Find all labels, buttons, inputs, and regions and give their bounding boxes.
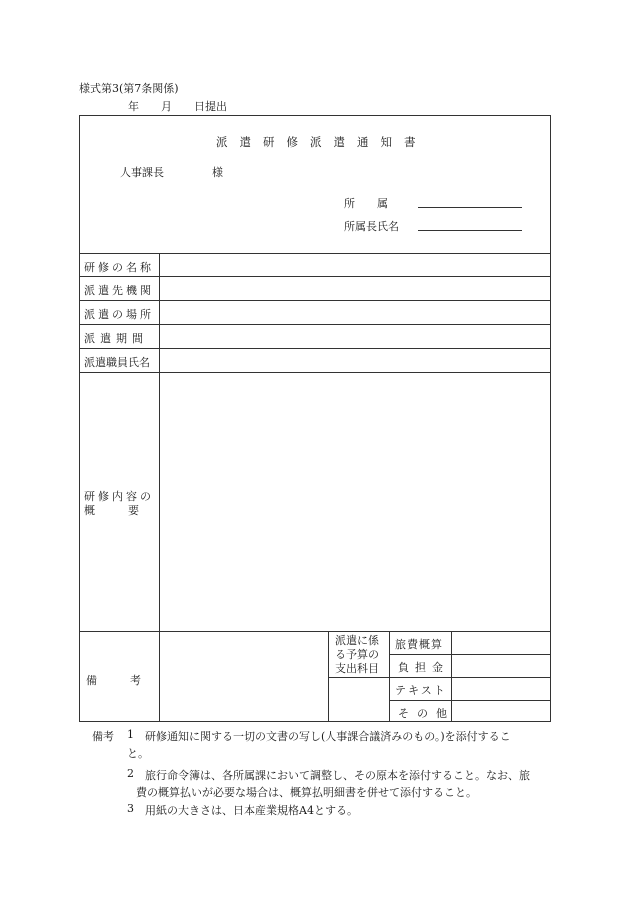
- remarks-label: 備 考: [86, 674, 141, 687]
- head-name-label: 所属長氏名: [344, 220, 399, 233]
- travel-estimate-field[interactable]: [452, 632, 549, 653]
- budget-label-line1: 派遣に係: [335, 634, 379, 647]
- note-number: 3: [127, 802, 134, 815]
- note-text: 用紙の大きさは、日本産業規格A4とする。: [145, 804, 358, 817]
- budget-account-field[interactable]: [329, 678, 388, 720]
- note-number: 1: [127, 728, 134, 741]
- summary-label-line2: 概 要: [84, 504, 139, 517]
- dispatch-period-field[interactable]: [160, 325, 549, 347]
- training-name-field[interactable]: [160, 254, 549, 275]
- budget-label-line3: 支出科目: [335, 662, 379, 675]
- submission-date-line: 年 月 日提出: [128, 100, 227, 113]
- addressee: 人事課長: [120, 166, 164, 179]
- summary-field[interactable]: [160, 373, 549, 630]
- note-number: 2: [127, 767, 134, 780]
- affiliation-field[interactable]: [418, 207, 522, 208]
- training-name-label: 研修の名称: [84, 261, 154, 274]
- dispatch-org-label: 派遣先機関: [84, 284, 154, 297]
- form-title: 派遣研修派遣通知書: [216, 135, 428, 149]
- burden-fee-field[interactable]: [452, 655, 549, 676]
- budget-label-line2: る予算の: [335, 648, 379, 661]
- notes-label: 備考: [92, 730, 114, 743]
- other-field[interactable]: [452, 701, 549, 721]
- travel-estimate-label: 旅費概算: [395, 638, 443, 651]
- textbook-label: テキスト: [395, 684, 447, 697]
- burden-fee-label: 負担金: [398, 661, 449, 674]
- affiliation-label: 所 属: [344, 197, 388, 210]
- textbook-field[interactable]: [452, 678, 549, 699]
- head-name-field[interactable]: [418, 230, 522, 231]
- note-text: 研修通知に関する一切の文書の写し(人事課合議済みのもの。)を添付するこ: [145, 730, 511, 743]
- staff-name-field[interactable]: [160, 349, 549, 371]
- dispatch-place-field[interactable]: [160, 301, 549, 323]
- dispatch-place-label: 派遣の場所: [84, 308, 154, 321]
- notification-form: [79, 115, 551, 722]
- dispatch-period-label: 派遣期間: [84, 332, 148, 345]
- remarks-field[interactable]: [160, 632, 327, 721]
- divider: [389, 631, 390, 721]
- note-text-continued: と。: [127, 747, 149, 760]
- other-label: その他: [398, 707, 455, 720]
- note-text: 旅行命令簿は、各所属課において調整し、その原本を添付すること。なお、旅: [145, 769, 530, 782]
- summary-label-line1: 研修内容の: [84, 490, 154, 503]
- note-text-continued: 費の概算払いが必要な場合は、概算払明細書を併せて添付すること。: [136, 786, 477, 799]
- honorific: 様: [212, 166, 223, 179]
- form-number: 様式第3(第7条関係): [79, 82, 179, 95]
- dispatch-org-field[interactable]: [160, 277, 549, 299]
- staff-name-label: 派遣職員氏名: [84, 356, 150, 369]
